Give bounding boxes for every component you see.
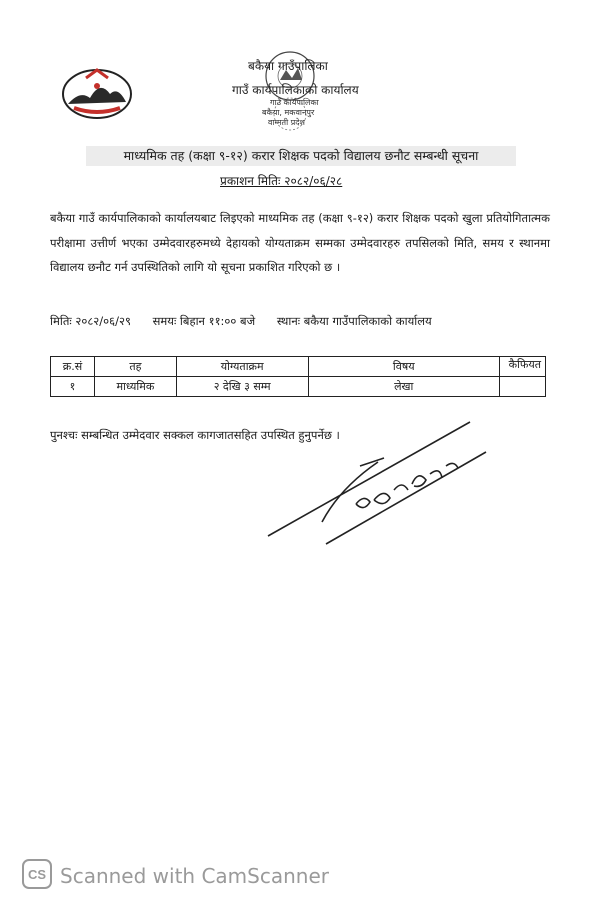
schedule-date: मितिः २०८२/०६/२९ bbox=[50, 314, 131, 328]
schedule-table bbox=[50, 356, 546, 397]
header-merit-rank: योग्यताक्रम bbox=[176, 357, 308, 377]
stamp-line-3: वाग्मती प्रदेश bbox=[268, 118, 305, 127]
schedule-time: समयः बिहान ११:०० बजे bbox=[152, 314, 256, 328]
header-serial: क्र.सं bbox=[51, 357, 95, 377]
cell-level: माध्यमिक bbox=[94, 377, 176, 397]
schedule-meta bbox=[50, 314, 450, 329]
office-name: बकैया गाउँपालिका bbox=[248, 59, 328, 73]
government-emblem-icon bbox=[60, 64, 134, 122]
stamp-line-1: गाउँ कार्यपालिका bbox=[270, 98, 319, 107]
publication-date: प्रकाशन मितिः २०८२/०६/२८ bbox=[220, 174, 343, 188]
signature-icon bbox=[260, 418, 490, 548]
office-subtitle: गाउँ कार्यपालिकाको कार्यालय bbox=[232, 83, 359, 97]
cell-merit-rank: २ देखि ३ सम्म bbox=[176, 377, 308, 397]
cell-serial: १ bbox=[51, 377, 95, 397]
notice-body: बकैया गाउँ कार्यपालिकाको कार्यालयबाट लिइएको माध्यमिक तह (कक्षा ९-१२) करार शिक्षक पदको खुला प्रतियोगितात्मक परीक्षामा उत्तीर्ण भएका उम्मेदवारहरुमध्ये देहायको योग्यताक्रम सम्मका उम्मेदवारहरु तपसिलको मिति, समय र स्थानमा विद्यालय छनौट गर्न उपस्थितिको लागि यो सूचना प्रकाशित गरिएको छ । bbox=[50, 211, 550, 274]
schedule-venue: स्थानः बकैया गाउँपालिकाको कार्यालय bbox=[276, 314, 432, 328]
header-level: तह bbox=[94, 357, 176, 377]
camscanner-logo-icon bbox=[22, 859, 52, 889]
header-remarks: कैफियत bbox=[499, 357, 545, 377]
camscanner-badge-text: CS bbox=[27, 867, 47, 882]
notice-title: माध्यमिक तह (कक्षा ९-१२) करार शिक्षक पदको विद्यालय छनौट सम्बन्धी सूचना bbox=[86, 146, 516, 166]
postscript-note: पुनश्चः सम्बन्धित उम्मेदवार सक्कल कागजातसहित उपस्थित हुनुपर्नेछ । bbox=[50, 428, 340, 442]
stamp-line-2: बकैया, मकवानपुर bbox=[262, 108, 315, 117]
cell-remarks bbox=[499, 377, 545, 397]
cell-subject: लेखा bbox=[308, 377, 499, 397]
scanner-watermark: Scanned with CamScanner bbox=[60, 864, 329, 888]
header-subject: विषय bbox=[308, 357, 499, 377]
table-row bbox=[51, 377, 546, 397]
table-header-row bbox=[51, 357, 546, 377]
